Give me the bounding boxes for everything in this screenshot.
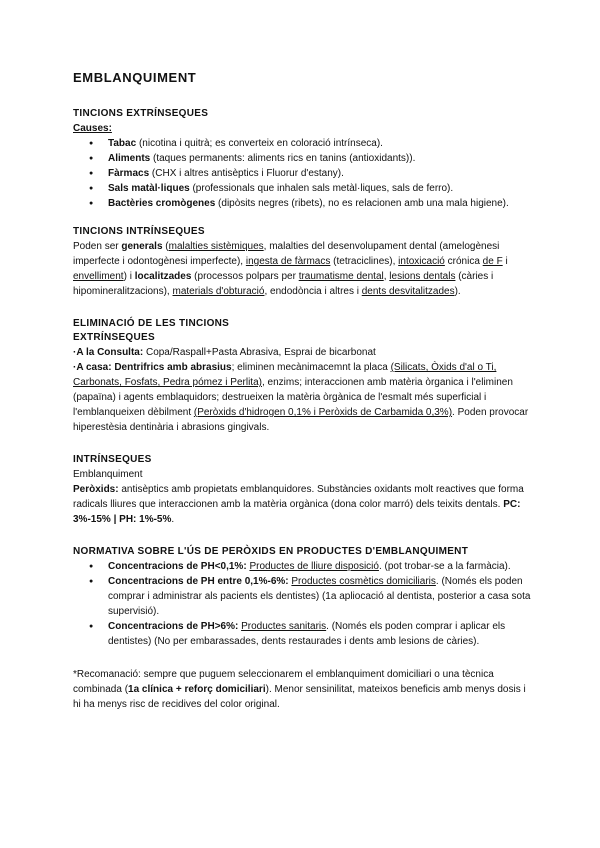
list-item <box>73 136 533 151</box>
text-run: (Silicats, Òxids d'al o Ti, Carbonats, Fosfats, Pedra pómez i Perlita) <box>73 362 497 388</box>
intrinseques-paragraph <box>73 239 533 299</box>
text-run: malalties sistèmiques <box>168 241 264 252</box>
text-run: ) i <box>123 271 135 282</box>
text-run: envelliment <box>73 271 124 282</box>
list-item <box>73 196 533 211</box>
item-term: Tabac <box>108 138 137 149</box>
text-run: Concentracions de PH<0,1%: <box>108 561 247 572</box>
text-run: crónica <box>444 256 483 267</box>
text-run: Productes de lliure disposició <box>249 561 379 572</box>
text-run: Productes sanitaris <box>241 621 327 632</box>
text-run: ingesta de fàrmacs <box>245 256 331 267</box>
text-run: Productes cosmètics domiciliaris <box>291 576 436 587</box>
text-run: , enzims; interaccionen amb matèria òrganica i l'eliminen (papaïna) i agents emblaquidors; destrueixen la matèria òrgànica de l'esmalt més superficial i l'emblanqueixen dèbilment <box>73 377 513 418</box>
item-term: Fàrmacs <box>108 168 150 179</box>
list-item <box>73 619 533 649</box>
text-run: . (Només els poden comprar i aplicar els dentistes) (No per embarassades, dents restaurades i dents amb lesions de càries). <box>108 621 506 647</box>
text-run: ). <box>454 286 461 297</box>
causes-label-text: Causes: <box>73 123 112 134</box>
subsection-heading-intrinseques: INTRÍNSEQUES <box>73 454 152 465</box>
recommendation-note <box>73 667 533 712</box>
text-run: (càries i hipomineralitzacions), <box>73 271 494 297</box>
text-run: ). Menor sensinilitat, mateixos beneficis amb menys dosis i hi ha menys risc de recidives del color original. <box>73 684 526 710</box>
text-run: (tetraciclines), <box>330 256 399 267</box>
text-run: ( <box>162 241 169 252</box>
text-run: . (Només els poden comprar i administrar als pacients els dentistes) (1a apliocació al dentista, posterior a casa sota supervisió). <box>108 576 531 617</box>
text-run: materials d'obturació <box>172 286 265 297</box>
text-run: Copa/Raspall+Pasta Abrasiva, Esprai de bicarbonat <box>143 347 376 358</box>
text-run: PC: 3%-15% | PH: 1%-5% <box>73 499 521 525</box>
text-run: dents desvitalitzades <box>361 286 455 297</box>
text-run: generals <box>121 241 163 252</box>
page-title: EMBLANQUIMENT <box>73 70 197 85</box>
text-run: ; eliminen mecànimacemnt la placa <box>231 362 391 373</box>
causes-label <box>73 121 533 136</box>
normativa-list <box>73 559 533 649</box>
section-heading-normativa: NORMATIVA SOBRE L'ÚS DE PERÒXIDS EN PRODUCTES D'EMBLANQUIMENT <box>73 546 469 557</box>
item-term: Aliments <box>108 153 151 164</box>
section-heading-intrinseques: TINCIONS INTRÍNSEQUES <box>73 226 205 237</box>
text-run: , malalties del desenvolupament dental (amelogènesi imperfecte i odontogènesi imperfecte), <box>73 241 500 267</box>
text-run: Concentracions de PH entre 0,1%-6%: <box>108 576 289 587</box>
peroxids-paragraph <box>73 482 533 527</box>
text-run: antisèptics amb propietats emblanquidores. Substàncies oxidants molt reactives que forma radicals lliures que interaccionen amb la matèria orgànica (dona color marró) dels teixits dentals. <box>73 484 524 510</box>
text-run: Dentrifrics amb abrasius <box>111 362 232 373</box>
text-run: ·A la Consulta: <box>73 347 144 358</box>
item-term: Bactèries cromògenes <box>108 198 216 209</box>
item-text: (dipòsits negres (ribets), no es relacionen amb una mala higiene). <box>215 198 509 209</box>
text-run: i <box>502 256 508 267</box>
section-heading-eliminacio: ELIMINACIÓ DE LES TINCIONS <box>73 318 230 329</box>
text-run: (Peròxids d'hidrogen 0,1% i Peròxids de Carbamida 0,3%) <box>193 407 453 418</box>
text-run: 1a clínica + reforç domiciliari <box>128 684 266 695</box>
list-item <box>73 181 533 196</box>
item-text: (taques permanents: aliments rics en tanins (antioxidants)). <box>150 153 416 164</box>
item-text: (CHX i altres antisèptics i Fluorur d'estany). <box>149 168 344 179</box>
document-page <box>73 70 533 712</box>
text-run: localitzades <box>134 271 192 282</box>
text-run: *Recomanació: sempre que puguem seleccionarem el emblanquiment domiciliari o una tècnica combinada ( <box>73 669 494 695</box>
text-run: lesions dentals <box>389 271 456 282</box>
text-run: . Poden provocar hiperestèsia dentinària i abrasions gingivals. <box>73 407 529 433</box>
subsection-heading-extrinseques: EXTRÍNSEQUES <box>73 332 155 343</box>
emblanquiment-subtitle: Emblanquiment <box>73 469 143 480</box>
item-text: (nicotina i quitrà; es converteix en coloració intrínseca). <box>136 138 383 149</box>
list-item <box>73 574 533 619</box>
text-run: (processos polpars per <box>191 271 299 282</box>
text-run: ·A casa: <box>73 362 112 373</box>
section-heading-extrinseques: TINCIONS EXTRÍNSEQUES <box>73 108 209 119</box>
list-item <box>73 559 533 574</box>
text-run: traumatisme dental <box>298 271 384 282</box>
list-item <box>73 166 533 181</box>
causes-list <box>73 136 533 211</box>
text-run: Concentracions de PH>6%: <box>108 621 239 632</box>
casa-paragraph <box>73 360 533 435</box>
item-text: (professionals que inhalen sals metàl·liques, sals de ferro). <box>189 183 454 194</box>
text-run: , <box>383 271 390 282</box>
text-run: Poden ser <box>73 241 122 252</box>
text-run: de F <box>482 256 503 267</box>
list-item <box>73 151 533 166</box>
text-run: . <box>171 514 175 525</box>
consulta-line <box>73 345 533 360</box>
text-run: . (pot trobar-se a la farmàcia). <box>378 561 511 572</box>
item-term: Sals matàl·liques <box>108 183 190 194</box>
text-run: intoxicació <box>398 256 445 267</box>
text-run: Peròxids: <box>73 484 119 495</box>
text-run: , endodòncia i altres i <box>264 286 362 297</box>
